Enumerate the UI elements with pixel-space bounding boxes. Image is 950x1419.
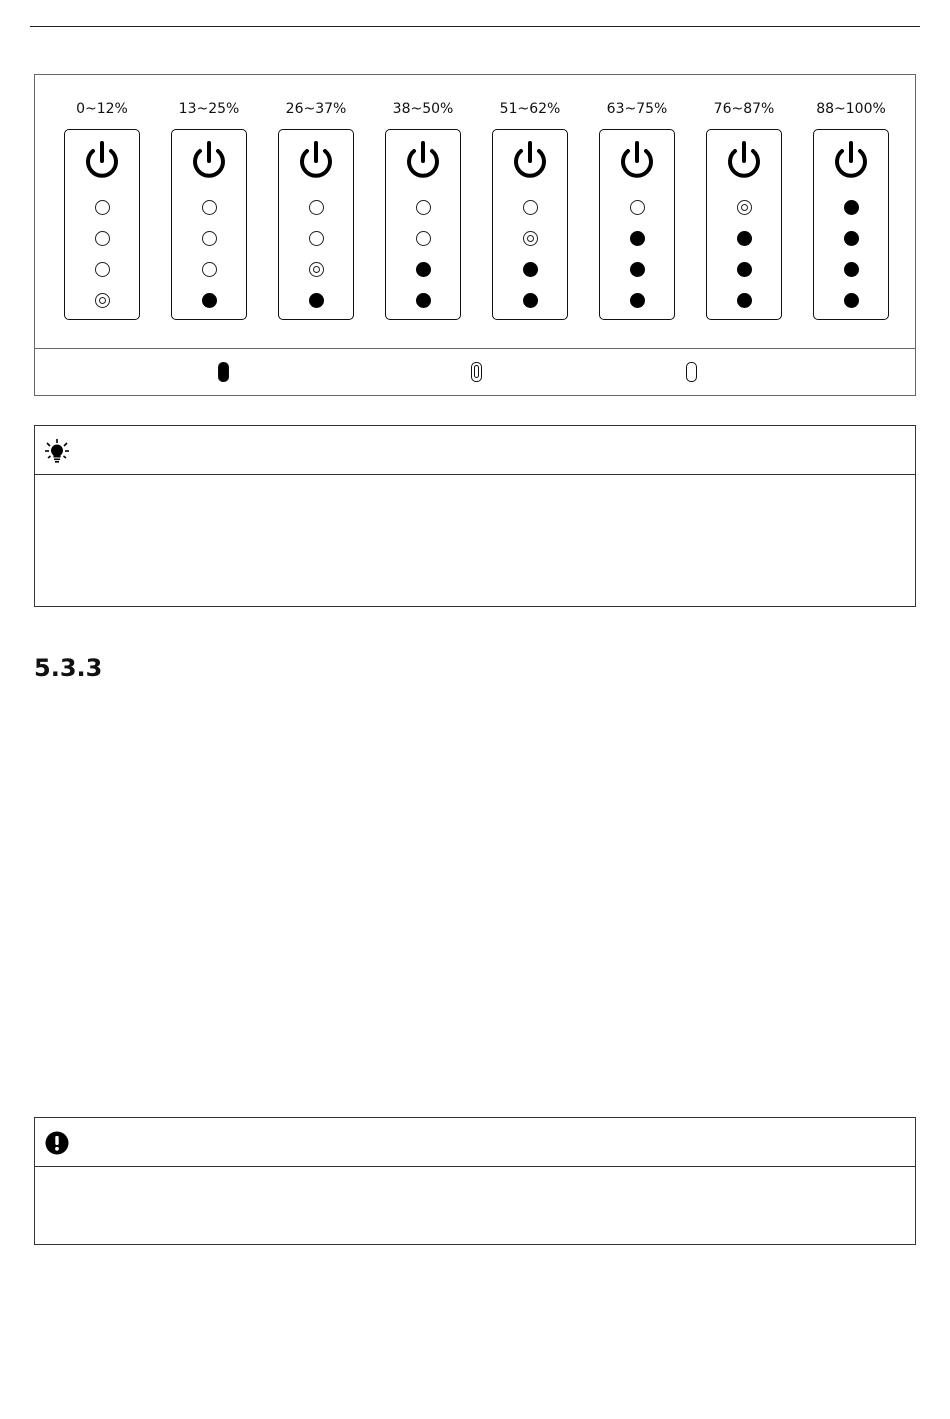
led-on-indicator xyxy=(737,231,752,246)
led-blink-indicator xyxy=(523,231,538,246)
led-on-indicator xyxy=(737,262,752,277)
led-on-indicator xyxy=(523,262,538,277)
power-icon xyxy=(81,140,123,184)
led-on-indicator xyxy=(737,293,752,308)
battery-indicator xyxy=(706,129,782,320)
led-on-indicator xyxy=(202,293,217,308)
battery-indicator xyxy=(171,129,247,320)
led-off-icon xyxy=(686,362,697,382)
exclamation-icon xyxy=(45,1131,69,1155)
led-off-indicator xyxy=(202,231,217,246)
battery-indicator xyxy=(599,129,675,320)
led-on-indicator xyxy=(630,293,645,308)
led-off-indicator xyxy=(309,200,324,215)
led-on-indicator xyxy=(630,262,645,277)
battery-indicator xyxy=(278,129,354,320)
led-on-indicator xyxy=(523,293,538,308)
led-on-indicator xyxy=(844,293,859,308)
lightbulb-icon xyxy=(44,438,70,464)
power-icon xyxy=(723,140,765,184)
level-label: 38~50% xyxy=(392,101,454,117)
tip-note xyxy=(34,425,916,607)
led-off-indicator xyxy=(202,200,217,215)
warning-header xyxy=(35,1118,915,1167)
led-on-indicator xyxy=(630,231,645,246)
battery-level-figure xyxy=(34,74,916,396)
led-blink-indicator xyxy=(95,293,110,308)
led-solid-icon xyxy=(218,362,229,382)
led-on-indicator xyxy=(309,293,324,308)
power-icon xyxy=(830,140,872,184)
led-off-indicator xyxy=(309,231,324,246)
level-label: 76~87% xyxy=(713,101,775,117)
battery-levels-row xyxy=(35,75,915,348)
led-off-indicator xyxy=(95,262,110,277)
led-off-indicator xyxy=(416,200,431,215)
battery-indicator xyxy=(492,129,568,320)
header-rule xyxy=(30,26,920,27)
power-icon xyxy=(509,140,551,184)
level-label: 51~62% xyxy=(499,101,561,117)
warning-note xyxy=(34,1117,916,1245)
led-on-indicator xyxy=(844,200,859,215)
section-number: 5.3.3 xyxy=(34,654,103,682)
power-icon xyxy=(616,140,658,184)
level-label: 13~25% xyxy=(178,101,240,117)
led-on-indicator xyxy=(416,293,431,308)
led-blink-indicator xyxy=(309,262,324,277)
level-label: 63~75% xyxy=(606,101,668,117)
led-off-indicator xyxy=(416,231,431,246)
level-label: 26~37% xyxy=(285,101,347,117)
level-label: 0~12% xyxy=(76,101,128,117)
battery-indicator xyxy=(64,129,140,320)
led-off-indicator xyxy=(202,262,217,277)
led-legend-row xyxy=(35,348,915,397)
led-off-indicator xyxy=(630,200,645,215)
battery-indicator xyxy=(385,129,461,320)
level-label: 88~100% xyxy=(816,101,886,117)
led-off-indicator xyxy=(95,200,110,215)
led-off-indicator xyxy=(95,231,110,246)
tip-header xyxy=(35,426,915,475)
led-on-indicator xyxy=(844,231,859,246)
battery-indicator xyxy=(813,129,889,320)
power-icon xyxy=(188,140,230,184)
power-icon xyxy=(295,140,337,184)
led-blink-indicator xyxy=(737,200,752,215)
led-on-indicator xyxy=(844,262,859,277)
led-off-indicator xyxy=(523,200,538,215)
led-blinking-icon xyxy=(471,362,482,382)
power-icon xyxy=(402,140,444,184)
led-on-indicator xyxy=(416,262,431,277)
